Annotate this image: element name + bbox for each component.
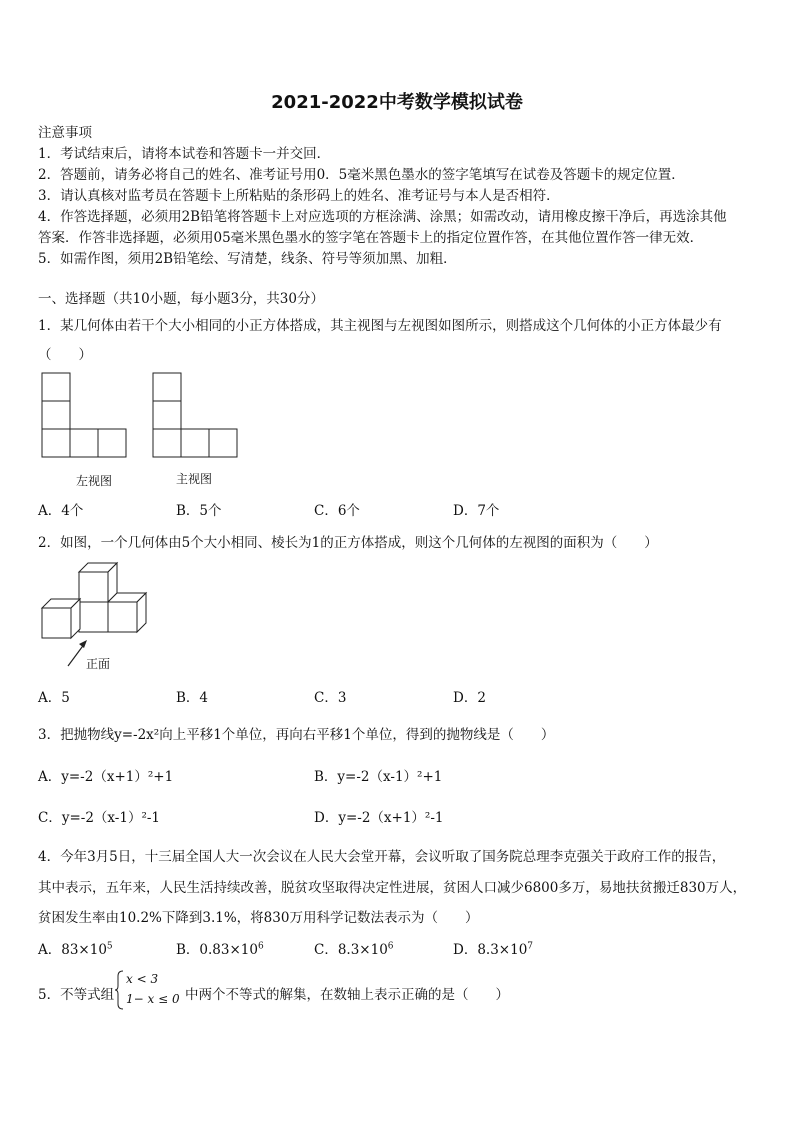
option-d[interactable]: D．7个 (453, 503, 500, 519)
question-3-text: 3．把抛物线y=-2x²向上平移1个单位，再向右平移1个单位，得到的抛物线是（ ） (38, 727, 555, 743)
notice-item: 2．答题前，请务必将自己的姓名、准考证号用0．5毫米黑色墨水的签字笔填写在试卷及答题卡的规定位置． (38, 167, 685, 183)
brace-icon (115, 970, 125, 1010)
option-d[interactable]: D．2 (453, 690, 486, 706)
cube-stack-figure (38, 560, 150, 670)
option-b[interactable]: B．5个 (176, 503, 222, 519)
question-4-line: 贫困发生率由10.2%下降到3.1%，将830万用科学记数法表示为（ ） (38, 910, 479, 926)
notice-item: 1．考试结束后，请将本试卷和答题卡一并交回． (38, 146, 331, 162)
question-2-text: 2．如图，一个几何体由5个大小相同、棱长为1的正方体搭成，则这个几何体的左视图的面积为（ ） (38, 535, 658, 551)
question-5-prefix: 5．不等式组 (38, 987, 115, 1003)
left-view-label: 左视图 (76, 474, 113, 488)
inequality-system (126, 969, 180, 1009)
question-4-line: 其中表示，五年来，人民生活持续改善，脱贫攻坚取得决定性进展，贫困人口减少6800多万，易地扶贫搬迁830万人， (38, 880, 747, 896)
question-1-text: 1．某几何体由若干个大小相同的小正方体搭成，其主视图与左视图如图所示，则搭成这个几何体的小正方体最少有 (38, 318, 722, 334)
option-b[interactable]: B．$0.83\times 10^6$ (176, 941, 264, 958)
front-label: 正面 (86, 657, 111, 671)
option-b[interactable]: B．4 (176, 690, 209, 706)
option-c[interactable]: C．y=-2（x-1）²-1 (38, 810, 161, 826)
notice-item: 3．请认真核对监考员在答题卡上所粘贴的条形码上的姓名、准考证号与本人是否相符． (38, 188, 560, 204)
inequality-1: x < 3 (126, 972, 159, 986)
option-a[interactable]: A．y=-2（x+1）²+1 (38, 769, 174, 785)
option-a[interactable]: A．5 (38, 690, 70, 706)
main-view-label: 主视图 (176, 472, 213, 486)
left-view-figure (42, 373, 132, 458)
option-d[interactable]: D．y=-2（x+1）²-1 (314, 810, 444, 826)
question-5-suffix: 中两个不等式的解集，在数轴上表示正确的是（ ） (185, 987, 509, 1003)
option-b[interactable]: B．y=-2（x-1）²+1 (314, 769, 443, 785)
notice-item: 答案．作答非选择题，必须用05毫米黑色墨水的签字笔在答题卡上的指定位置作答，在其他位置作答一律无效． (38, 230, 704, 246)
option-d[interactable]: D．$8.3\times 10^7$ (453, 941, 534, 958)
option-c[interactable]: C．6个 (314, 503, 360, 519)
inequality-2: 1− x ≤ 0 (126, 992, 180, 1006)
question-1-paren: （ ） (38, 347, 92, 363)
question-4-line: 4．今年3月5日，十三届全国人大一次会议在人民大会堂开幕，会议听取了国务院总理李克强关于政府工作的报告， (38, 849, 726, 865)
option-a[interactable]: A．$83\times 10^5$ (38, 941, 113, 958)
page-title: 2021-2022中考数学模拟试卷 (271, 92, 523, 113)
notice-heading: 注意事项 (38, 125, 92, 141)
main-view-figure (153, 373, 243, 458)
notice-item: 5．如需作图，须用2B铅笔绘、写清楚，线条、符号等须加黑、加粗． (38, 251, 457, 267)
option-c[interactable]: C．3 (314, 690, 347, 706)
notice-item: 4．作答选择题，必须用2B铅笔将答题卡上对应选项的方框涂满、涂黑；如需改动，请用橡皮擦干净后，再选涂其他 (38, 209, 727, 225)
option-c[interactable]: C．$8.3\times 10^6$ (314, 941, 394, 958)
option-a[interactable]: A．4个 (38, 503, 84, 519)
section-heading: 一、选择题（共10小题，每小题3分，共30分） (38, 291, 324, 307)
